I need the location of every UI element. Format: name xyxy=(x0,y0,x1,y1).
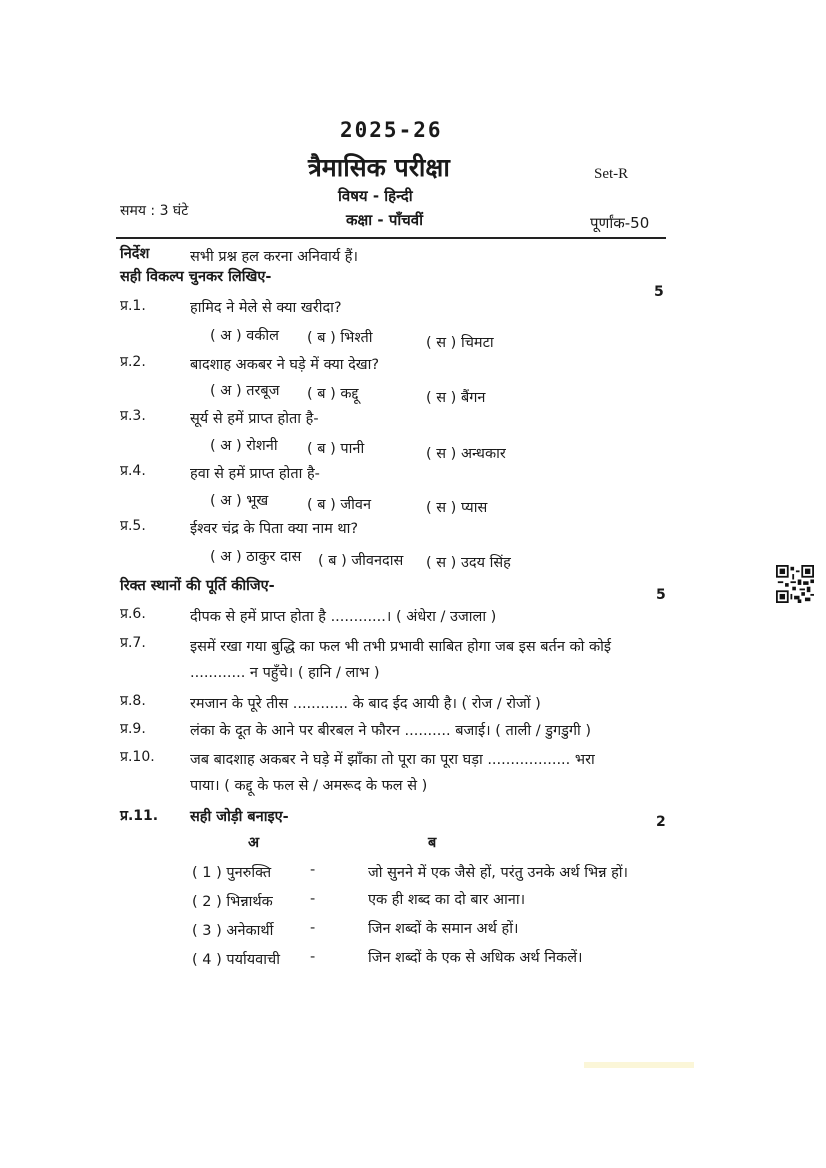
match-dash: - xyxy=(310,862,316,878)
match-item-a: ( 1 ) पुनरुक्ति xyxy=(192,865,272,881)
option-a: ( अ ) ठाकुर दास xyxy=(210,549,302,565)
class-label: कक्षा - पाँचवीं xyxy=(346,211,423,229)
question-number: प्र.7. xyxy=(120,635,146,651)
set-label: Set-R xyxy=(594,166,629,182)
question-text: हवा से हमें प्राप्त होता है- xyxy=(190,466,320,482)
question-text: सूर्य से हमें प्राप्त होता है- xyxy=(190,411,319,427)
question-number: प्र.6. xyxy=(120,606,146,622)
option-a: ( अ ) रोशनी xyxy=(210,438,278,454)
match-item-b: जिन शब्दों के एक से अधिक अर्थ निकलें। xyxy=(368,950,583,966)
question-text: हामिद ने मेले से क्या खरीदा? xyxy=(190,300,342,316)
question-text: दीपक से हमें प्राप्त होता है ............। ( अंधेरा / उजाला ) xyxy=(190,609,497,625)
question-number: प्र.3. xyxy=(120,408,146,424)
option-b: ( ब ) जीवन xyxy=(307,497,372,513)
question-text: बादशाह अकबर ने घड़े में क्या देखा? xyxy=(190,357,380,373)
question-number: प्र.2. xyxy=(120,354,146,370)
column-b-heading: ब xyxy=(428,835,437,851)
section-match-heading: सही जोड़ी बनाइए- xyxy=(190,809,289,825)
instructions-label: निर्देश xyxy=(120,246,150,262)
question-number: प्र.9. xyxy=(120,721,146,737)
match-item-a: ( 3 ) अनेकार्थी xyxy=(192,923,274,939)
section-mcq-marks: 5 xyxy=(654,284,664,300)
question-text: जब बादशाह अकबर ने घड़े में झाँका तो पूरा का पूरा घड़ा .................. भरा xyxy=(190,752,595,768)
match-item-b: एक ही शब्द का दो बार आना। xyxy=(368,892,526,908)
option-c: ( स ) प्यास xyxy=(426,500,488,516)
match-item-a: ( 4 ) पर्यायवाची xyxy=(192,952,280,968)
match-dash: - xyxy=(310,920,316,936)
section-fill-marks: 5 xyxy=(656,587,666,603)
section-mcq-heading: सही विकल्प चुनकर लिखिए- xyxy=(120,269,272,285)
option-a: ( अ ) वकील xyxy=(210,328,280,344)
option-b: ( ब ) कद्दू xyxy=(307,386,359,402)
qr-code-icon xyxy=(776,565,814,603)
question-text: ईश्वर चंद्र के पिता क्या नाम था? xyxy=(190,521,359,537)
match-item-b: जो सुनने में एक जैसे हों, परंतु उनके अर्थ भिन्न हों। xyxy=(368,865,629,881)
option-c: ( स ) बैंगन xyxy=(426,390,486,406)
match-dash: - xyxy=(310,891,316,907)
question-text-continued: ............ न पहुँचे। ( हानि / लाभ ) xyxy=(190,665,380,681)
time-label: समय : 3 घंटे xyxy=(120,203,189,219)
question-text: रमजान के पूरे तीस ............ के बाद ईद आयी है। ( रोज / रोजों ) xyxy=(190,696,541,712)
match-dash: - xyxy=(310,949,316,965)
subject-label: विषय - हिन्दी xyxy=(338,187,413,205)
question-number: प्र.4. xyxy=(120,463,146,479)
exam-year: 2025-26 xyxy=(340,118,443,142)
match-item-a: ( 2 ) भिन्नार्थक xyxy=(192,894,273,910)
section-match-marks: 2 xyxy=(656,814,666,830)
option-b: ( ब ) पानी xyxy=(307,441,365,457)
option-a: ( अ ) भूख xyxy=(210,493,269,509)
total-marks-label: पूर्णांक-50 xyxy=(590,214,650,232)
header-divider xyxy=(116,237,666,239)
option-c: ( स ) अन्धकार xyxy=(426,446,506,462)
question-number: प्र.10. xyxy=(120,749,155,765)
scan-smudge xyxy=(584,1062,694,1068)
section-fill-heading: रिक्त स्थानों की पूर्ति कीजिए- xyxy=(120,578,275,594)
question-number: प्र.11. xyxy=(120,808,159,824)
question-number: प्र.1. xyxy=(120,298,146,314)
match-item-b: जिन शब्दों के समान अर्थ हों। xyxy=(368,921,519,937)
question-text: इसमें रखा गया बुद्धि का फल भी तभी प्रभावी साबित होगा जब इस बर्तन को कोई xyxy=(190,639,611,655)
instructions-text: सभी प्रश्न हल करना अनिवार्य हैं। xyxy=(190,249,359,265)
option-c: ( स ) उदय सिंह xyxy=(426,555,511,571)
column-a-heading: अ xyxy=(248,835,260,851)
question-number: प्र.5. xyxy=(120,518,146,534)
option-c: ( स ) चिमटा xyxy=(426,335,494,351)
option-b: ( ब ) भिश्ती xyxy=(307,330,373,346)
question-number: प्र.8. xyxy=(120,693,146,709)
question-text-continued: पाया। ( कद्दू के फल से / अमरूद के फल से ) xyxy=(190,778,428,794)
option-a: ( अ ) तरबूज xyxy=(210,383,280,399)
exam-title: त्रैमासिक परीक्षा xyxy=(308,153,450,182)
option-b: ( ब ) जीवनदास xyxy=(318,553,404,569)
question-text: लंका के दूत के आने पर बीरबल ने फौरन .......... बजाई। ( ताली / डुगडुगी ) xyxy=(190,723,592,739)
